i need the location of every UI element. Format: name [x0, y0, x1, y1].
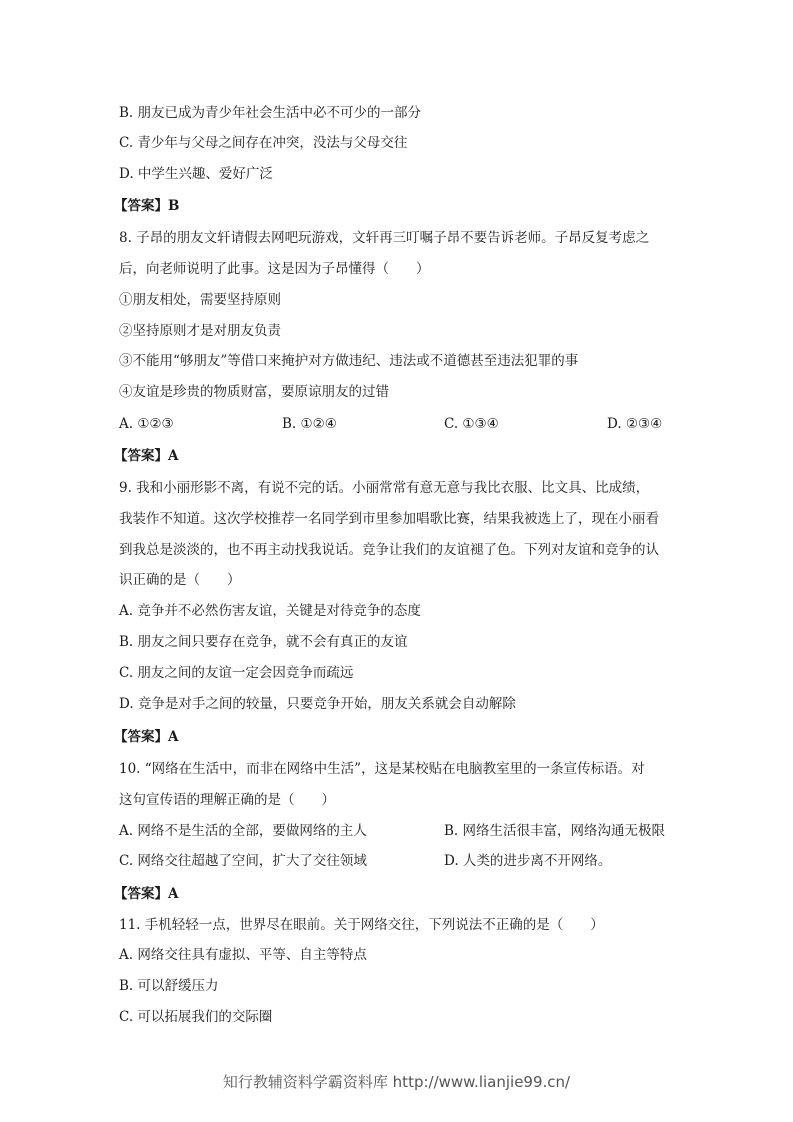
q9-stem-line-4: 识正确的是（ ）	[119, 572, 241, 588]
q8-option-d: D. ②③④	[607, 416, 663, 432]
q8-statement-2: ②坚持原则才是对朋友负责	[119, 323, 281, 339]
q11-option-c: C. 可以拓展我们的交际圈	[119, 1009, 273, 1025]
q9-stem-line-3: 到我总是淡淡的，也不再主动找我说话。竞争让我们的友谊褪了色。下列对友谊和竞争的认	[119, 542, 659, 558]
q7-option-c: C. 青少年与父母之间存在冲突，没法与父母交往	[119, 135, 408, 151]
q8-statement-3: ③不能用“够朋友”等借口来掩护对方做违纪、违法或不道德甚至违法犯罪的事	[119, 353, 579, 369]
q9-option-a: A. 竞争并不必然伤害友谊，关键是对待竞争的态度	[119, 603, 421, 619]
q8-option-b: B. ①②④	[282, 416, 337, 432]
q10-answer: 【答案】A	[114, 886, 179, 902]
q10-stem-line-2: 这句宣传语的理解正确的是（ ）	[119, 792, 335, 808]
q8-statement-4: ④友谊是珍贵的物质财富，要原谅朋友的过错	[119, 384, 389, 400]
q7-answer: 【答案】B	[114, 198, 180, 214]
q11-option-a: A. 网络交往具有虚拟、平等、自主等特点	[119, 947, 367, 963]
q10-stem-line-1: 10. “网络在生活中，而非在网络中生活”，这是某校贴在电脑教室里的一条宣传标语。对	[119, 761, 645, 777]
q11-option-b: B. 可以舒缓压力	[119, 978, 219, 994]
q9-option-c: C. 朋友之间的友谊一定会因竞争而疏远	[119, 665, 354, 681]
q8-option-a: A. ①②③	[119, 416, 174, 432]
q9-option-b: B. 朋友之间只要存在竞争，就不会有真正的友谊	[119, 634, 408, 650]
q8-stem-line-1: 8. 子昂的朋友文轩请假去网吧玩游戏，文轩再三叮嘱子昂不要告诉老师。子昂反复考虑之	[119, 230, 650, 246]
q7-option-b: B. 朋友已成为青少年社会生活中必不可少的一部分	[119, 105, 422, 121]
q8-statement-1: ①朋友相处，需要坚持原则	[119, 292, 281, 308]
q11-stem-line-1: 11. 手机轻轻一点，世界尽在眼前。关于网络交往，下列说法不正确的是（ ）	[119, 917, 604, 933]
q8-option-c: C. ①③④	[444, 416, 499, 432]
q7-option-d: D. 中学生兴趣、爱好广泛	[119, 166, 273, 182]
q9-stem-line-1: 9. 我和小丽形影不离，有说不完的话。小丽常常有意无意与我比衣服、比文具、比成绩，	[119, 480, 650, 496]
q10-option-c: C. 网络交往超越了空间，扩大了交往领域	[119, 853, 367, 869]
page-footer: 知行教辅资料学霸资料库 http://www.lianjie99.cn/	[222, 1073, 571, 1091]
q10-option-a: A. 网络不是生活的全部，要做网络的主人	[119, 823, 367, 839]
q10-option-b: B. 网络生活很丰富，网络沟通无极限	[444, 823, 666, 839]
q9-answer: 【答案】A	[114, 729, 179, 745]
q8-answer: 【答案】A	[114, 448, 179, 464]
q9-option-d: D. 竞争是对手之间的较量，只要竞争开始，朋友关系就会自动解除	[119, 696, 516, 712]
q10-option-d: D. 人类的进步离不开网络。	[444, 853, 612, 869]
q8-stem-line-2: 后，向老师说明了此事。这是因为子昂懂得（ ）	[119, 261, 430, 277]
q9-stem-line-2: 我装作不知道。这次学校推荐一名同学到市里参加唱歌比赛，结果我被选上了，现在小丽看	[119, 511, 659, 527]
